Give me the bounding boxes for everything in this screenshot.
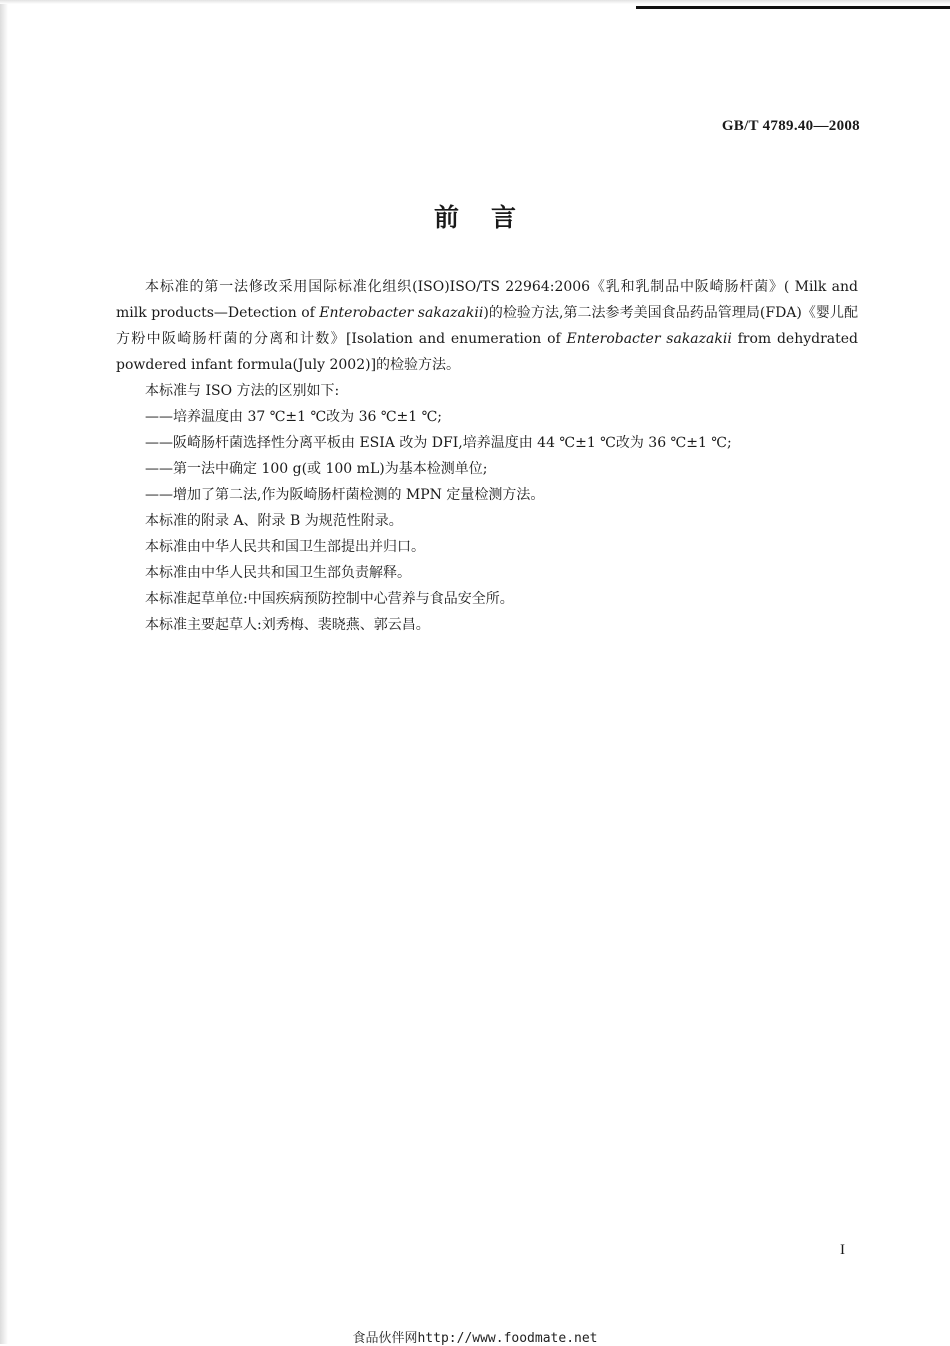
footer-watermark: 食品伙伴网http://www.foodmate.net [352, 1331, 598, 1346]
standard-code: GB/T 4789.40—2008 [721, 118, 860, 134]
paragraph-scope [116, 274, 858, 378]
scope-text-1: 本标准的第一法修改采用国际标准化组织(ISO)ISO/TS 22964:2006《乳和乳制品中阪崎肠杆菌》( Milk and milk products—Detection of [116, 279, 858, 321]
difference-item: ——第一法中确定 100 g(或 100 mL)为基本检测单位; [145, 461, 488, 477]
difference-item: ——阪崎肠杆菌选择性分离平板由 ESIA 改为 DFI,培养温度由 44 ℃±1 ℃改为 36 ℃±1 ℃; [145, 435, 732, 451]
paragraph-drafting-unit: 本标准起草单位:中国疾病预防控制中心营养与食品安全所。 [145, 591, 514, 607]
paragraph-drafters: 本标准主要起草人:刘秀梅、裴晓燕、郭云昌。 [145, 617, 430, 633]
page-corner-mark [636, 0, 950, 9]
paragraph-appendices: 本标准的附录 A、附录 B 为规范性附录。 [145, 513, 403, 529]
difference-item: ——培养温度由 37 ℃±1 ℃改为 36 ℃±1 ℃; [145, 409, 442, 425]
scope-species-2: Enterobacter sakazakii [566, 331, 732, 347]
page-number: I [840, 1242, 845, 1258]
paragraph-proposer: 本标准由中华人民共和国卫生部提出并归口。 [145, 539, 425, 555]
foreword-body [116, 274, 858, 638]
paragraph-differences-intro: 本标准与 ISO 方法的区别如下: [145, 383, 340, 399]
scope-species-1: Enterobacter sakazakii [319, 305, 484, 321]
paragraph-interpreter: 本标准由中华人民共和国卫生部负责解释。 [145, 565, 411, 581]
scope-text-3: from dehydrated powdered infant formula(July 2002)]的检验方法。 [116, 331, 858, 373]
difference-item: ——增加了第二法,作为阪崎肠杆菌检测的 MPN 定量检测方法。 [145, 487, 545, 503]
page-title: 前言 [433, 203, 548, 232]
scope-text-2: )的检验方法,第二法参考美国食品药品管理局(FDA)《婴儿配方粉中阪崎肠杆菌的分离和计数》[Isolation and enumeration of [116, 305, 858, 347]
